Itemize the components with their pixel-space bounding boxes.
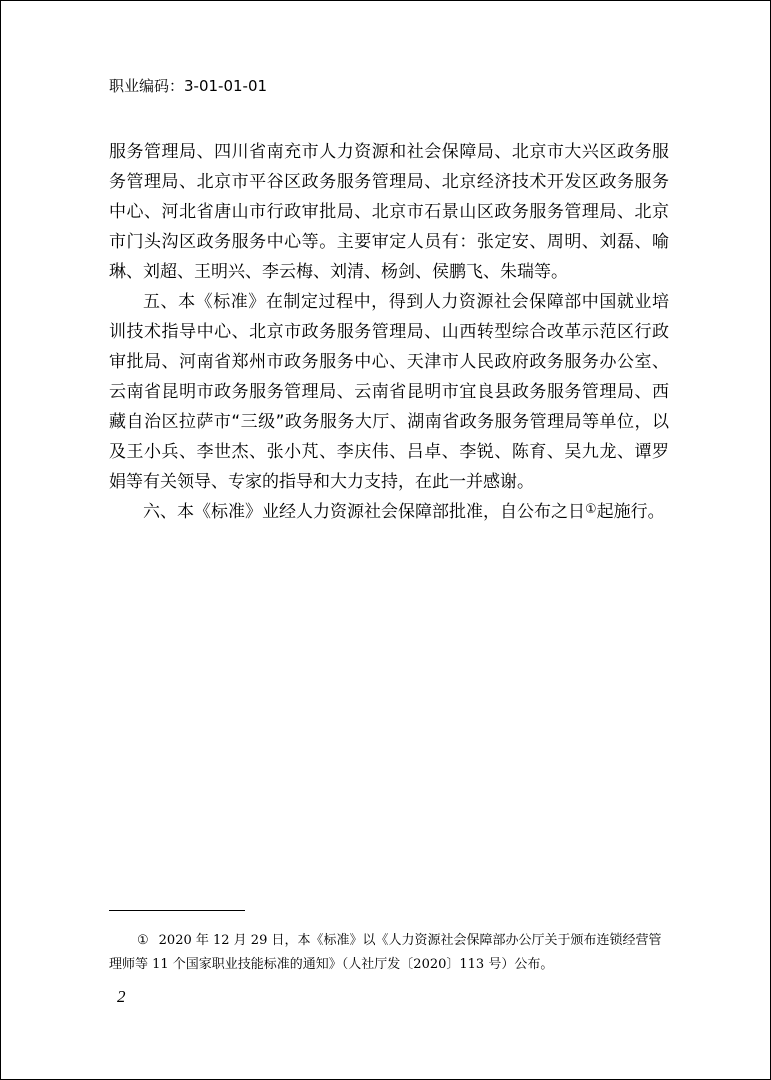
footnote-number: ① bbox=[137, 933, 149, 948]
paragraph-six-text-end: 起施行。 bbox=[596, 502, 665, 522]
footnote-reference: ① bbox=[585, 502, 597, 517]
paragraph-continued: 服务管理局、四川省南充市人力资源和社会保障局、北京市大兴区政务服务管理局、北京市平谷区政务服务管理局、北京经济技术开发区政务服务中心、河北省唐山市行政审批局、北京市石景山区政务服务管理局、北京市门头沟区政务服务中心等。主要审定人员有：张定安、周明、刘磊、喻琳、刘超、王明兴、李云梅、刘清、杨剑、侯鹏飞、朱瑞等。 bbox=[109, 142, 669, 282]
footnote-separator bbox=[109, 910, 245, 911]
paragraph-five: 五、本《标准》在制定过程中，得到人力资源社会保障部中国就业培训技术指导中心、北京市政务服务管理局、山西转型综合改革示范区行政审批局、河南省郑州市政务服务中心、天津市人民政府政务服务办公室、云南省昆明市政务服务管理局、云南省昆明市宜良县政务服务管理局、西藏自治区拉萨市“三级”政务服务大厅、湖南省政务服务管理局等单位，以及王小兵、李世杰、张小芃、李庆伟、吕卓、李锐、陈育、吴九龙、谭罗娟等有关领导、专家的指导和大力支持，在此一并感谢。 bbox=[109, 292, 669, 492]
paragraph-six bbox=[109, 497, 669, 527]
footnote bbox=[109, 929, 664, 977]
page-number: 2 bbox=[117, 987, 126, 1006]
footnote-text: 2020 年 12 月 29 日，本《标准》以《人力资源社会保障部办公厅关于颁布连锁经营管理师等 11 个国家职业技能标准的通知》（人社厅发〔2020〕113 号）公布。 bbox=[109, 933, 662, 972]
body-text bbox=[109, 137, 669, 527]
paragraph-six-text: 六、本《标准》业经人力资源社会保障部批准，自公布之日 bbox=[143, 502, 585, 522]
occupation-code: 职业编码：3-01-01-01 bbox=[109, 77, 268, 95]
